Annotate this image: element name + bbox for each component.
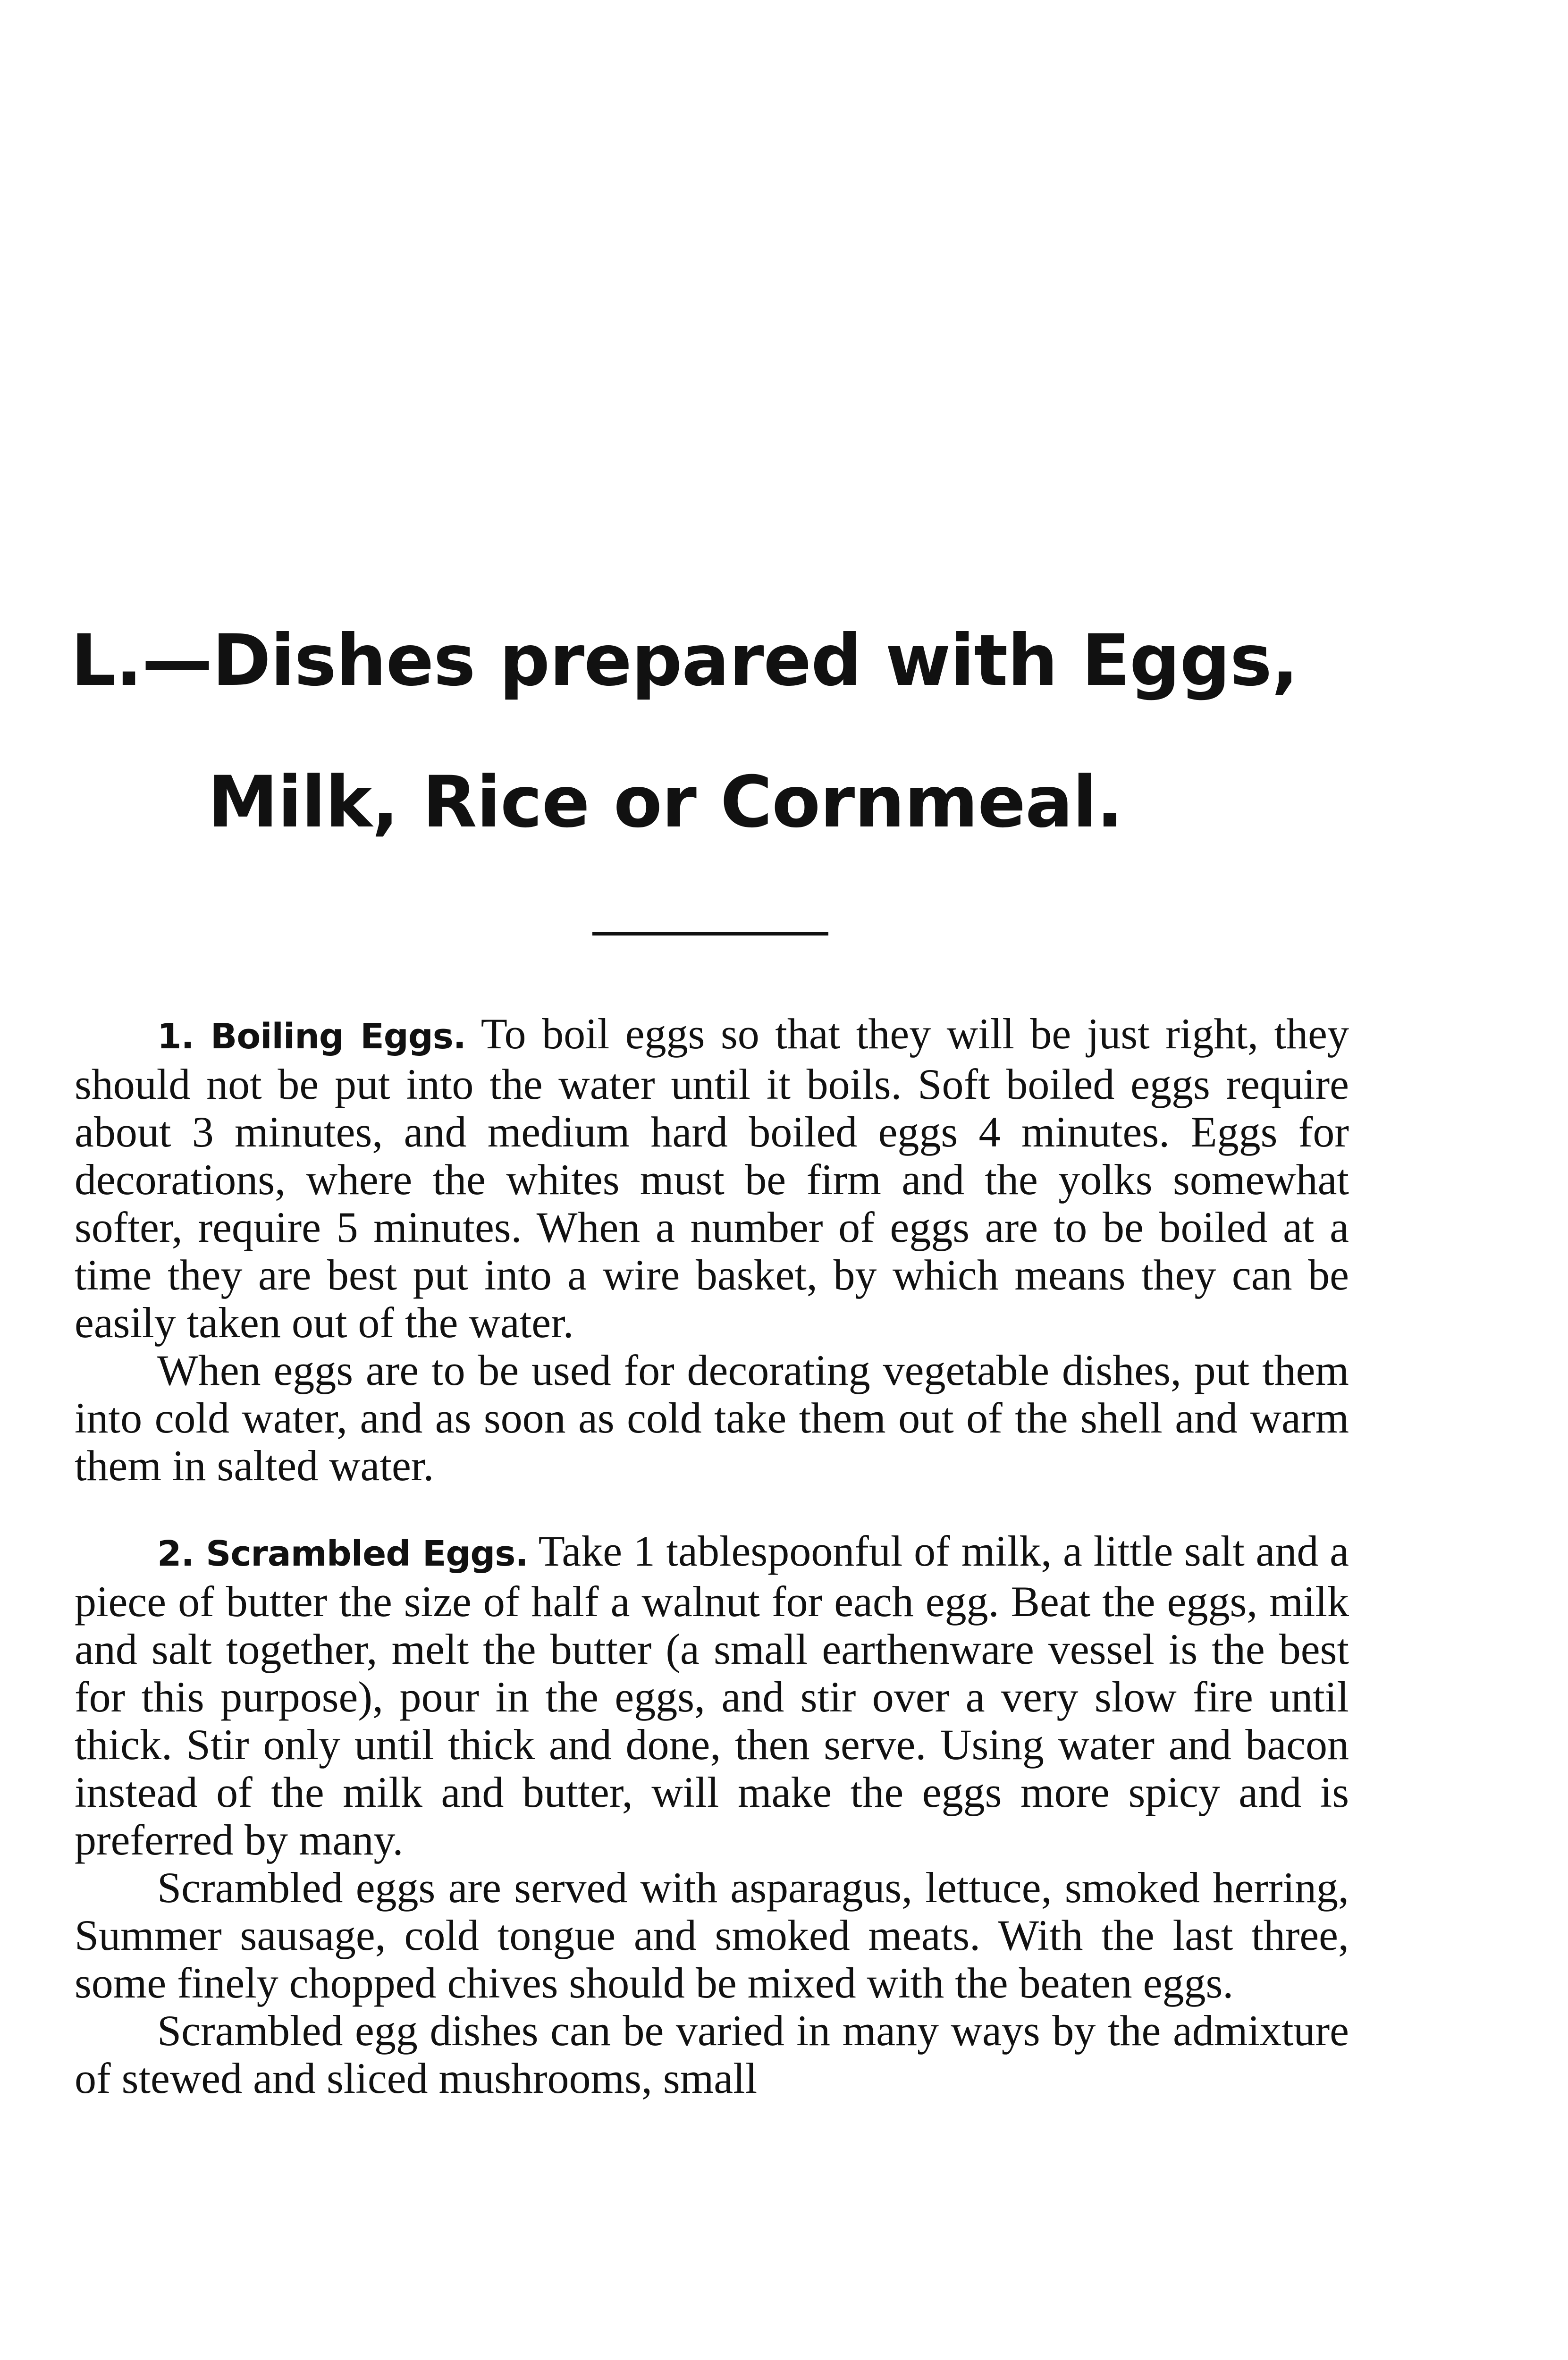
recipe-paragraph: Scrambled eggs are served with asparagus, lettuce, smoked herring, Summer sausage, cold tongue and smoked meats. With the last three, some finely chopped chives should be mixed with the beaten eggs. — [75, 1863, 1349, 2007]
recipe-paragraph: When eggs are to be used for decorating vegetable dishes, put them into cold water, and as soon as cold take them out of the shell and warm them in salted water. — [75, 1346, 1349, 1490]
chapter-title-line-1: L.—Dishes prepared with Eggs, — [71, 620, 1298, 702]
recipe-paragraph — [75, 1010, 1349, 1347]
recipe-paragraph: Scrambled egg dishes can be varied in many ways by the admixture of stewed and sliced mushrooms, small — [75, 2006, 1349, 2102]
chapter-title-line-2: Milk, Rice or Cornmeal. — [208, 761, 1123, 843]
chapter-title — [71, 590, 1392, 873]
paragraph-text: Take 1 tablespoonful of milk, a little salt and a piece of butter the size of half a walnut for each egg. Beat the eggs, milk and salt together, melt the butter (a small earthenware vessel is the best for this purpose), pour in the eggs, and stir over a very slow fire until thick. Stir only until thick and done, then serve. Using water and bacon instead of the milk and butter, will make the eggs more spicy and is preferred by many. — [75, 1527, 1349, 1864]
recipe-paragraph — [75, 1527, 1349, 1864]
recipe-heading-scrambled-eggs: 2. Scrambled Eggs. — [157, 1534, 528, 1574]
paragraph-text: To boil eggs so that they will be just right, they should not be put into the water until it boils. Soft boiled eggs require about 3 minutes, and medium hard boiled eggs 4 minutes. Eggs for decorations, where the whites must be firm and the yolks somewhat softer, require 5 minutes. When a number of eggs are to be boiled at a time they are best put into a wire basket, by which means they can be easily taken out of the water. — [75, 1010, 1349, 1347]
recipe-text — [75, 1010, 1349, 2102]
recipe-heading-boiling-eggs: 1. Boiling Eggs. — [157, 1016, 466, 1057]
section-divider — [592, 932, 828, 936]
